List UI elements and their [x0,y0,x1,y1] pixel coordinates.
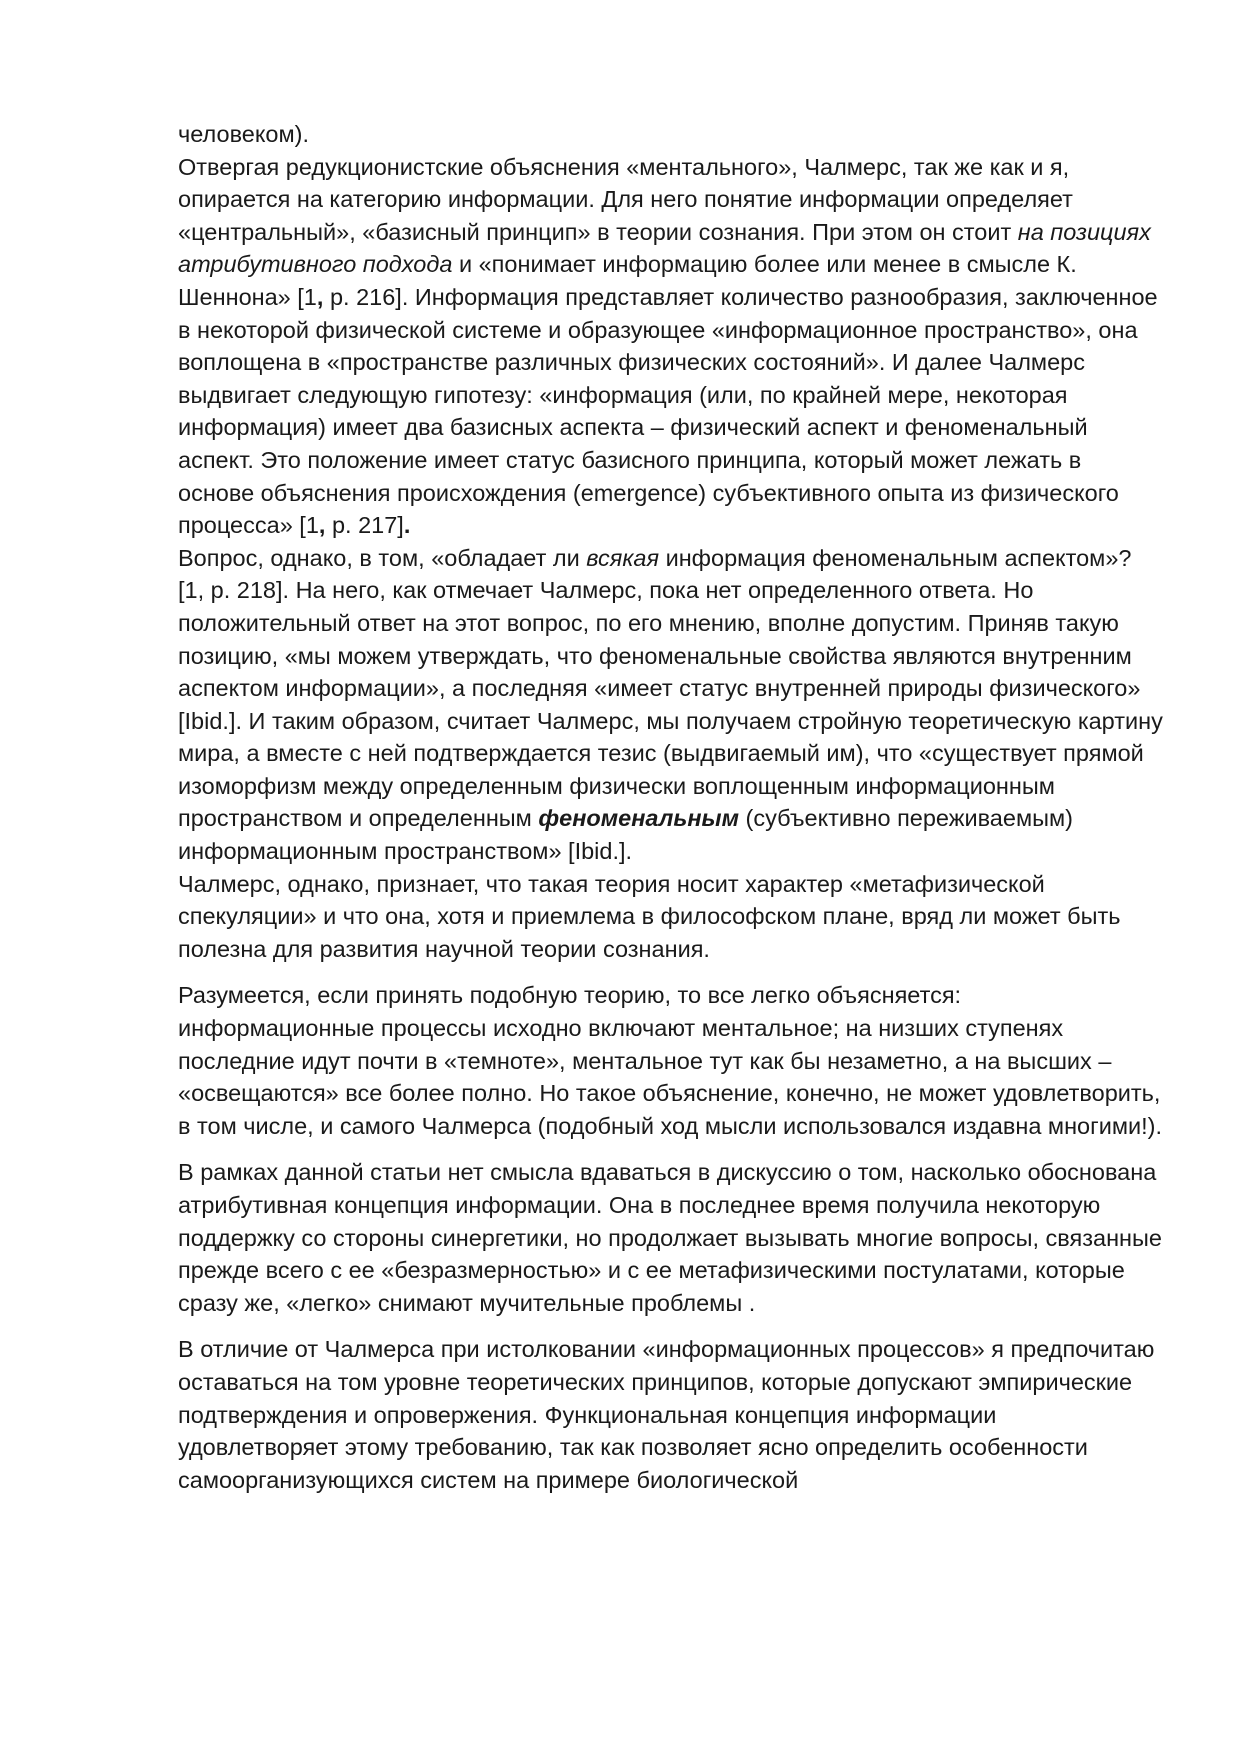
paragraph-1 [178,118,1163,151]
paragraph-3-bold-italic-word: феноменальным [538,805,740,832]
paragraph-3 [178,542,1163,868]
paragraph-2 [178,151,1163,542]
paragraph-2-text-c: р. 216]. Информация представляет количество разнообразия, заключенное в некоторой физической системе и образующее «информационное пространство», она воплощена в «пространстве различных физических состояний». И далее Чалмерс выдвигает следующую гипотезу: «информация (или, по крайней мере, некоторая информация) имеет два базисных аспекта – физический аспект и феноменальный аспект. Это положение имеет статус базисного принципа, который может лежать в основе объяснения происхождения (emergence) субъективного опыта из физического процесса» [1 [178,283,1158,539]
paragraph-2-bold-comma-1: , [316,283,324,310]
paragraph-6-text: В рамках данной статьи нет смысла вдаваться в дискуссию о том, насколько обоснована атрибутивная концепция информации. Она в последнее время получила некоторую поддержку со стороны синергетики, но продолжает вызывать многие вопросы, связанные прежде всего с ее «безразмерностью» и с ее метафизическими постулатами, которые сразу же, «легко» снимают мучительные проблемы . [178,1159,1162,1316]
paragraph-2-italic-phrase: на позициях атрибутивного подхода [178,218,1151,278]
paragraph-3-text-a: Вопрос, однако, в том, «обладает ли [178,544,587,571]
paragraph-3-italic-word: всякая [586,544,660,571]
paragraph-5-text: Разумеется, если принять подобную теорию, то все легко объясняется: информационные процессы исходно включают ментальное; на низших ступенях последние идут почти в «темноте», ментальное тут как бы незаметно, а на высших – «освещаются» все более полно. Но такое объяснение, конечно, не может удовлетворить, в том числе, и самого Чалмерса (подобный ход мысли использовался издавна многими!). [178,982,1162,1139]
paragraph-2-bold-period: . [403,512,411,539]
document-page [178,118,1163,1496]
paragraph-5 [178,979,1163,1142]
paragraph-3-text-b: информация феноменальным аспектом»? [1, р. 218]. На него, как отмечает Чалмерс, пока нет определенного ответа. Но положительный ответ на этот вопрос, по его мнению, вполне допустим. Приняв такую позицию, «мы можем утверждать, что феноменальные свойства являются внутренним аспектом информации», а последняя «имеет статус внутренней природы физического» [Ibid.]. И таким образом, считает Чалмерс, мы получаем стройную теоретическую картину мира, а вместе с ней подтверждается тезис (выдвигаемый им), что «существует прямой изоморфизм между определенным физически воплощенным информационным пространством и определенным [178,544,1163,832]
paragraph-2-bold-comma-2: , [318,512,326,539]
paragraph-3-text-c: (субъективно переживаемым) информационным пространством» [Ibid.]. [178,805,1073,865]
paragraph-2-text-d: р. 217] [325,512,404,539]
paragraph-4 [178,868,1163,966]
paragraph-7-text: В отличие от Чалмерса при истолковании «информационных процессов» я предпочитаю оставаться на том уровне теоретических принципов, которые допускают эмпирические подтверждения и опровержения. Функциональная концепция информации удовлетворяет этому требованию, так как позволяет ясно определить особенности самоорганизующихся систем на примере биологической [178,1336,1155,1493]
paragraph-2-text-a: Отвергая редукционистские объяснения «ментального», Чалмерс, так же как и я, опирается на категорию информации. Для него понятие информации определяет «центральный», «базисный принцип» в теории сознания. При этом он стоит [178,153,1073,245]
paragraph-7 [178,1333,1163,1496]
paragraph-6 [178,1156,1163,1319]
paragraph-2-text-b: и «понимает информацию более или менее в смысле К. Шеннона» [1 [178,251,1077,310]
paragraph-1-text: человеком). [178,121,309,147]
paragraph-4-text: Чалмерс, однако, признает, что такая теория носит характер «метафизической спекуляции» и что она, хотя и приемлема в философском плане, вряд ли может быть полезна для развития научной теории сознания. [178,870,1121,962]
